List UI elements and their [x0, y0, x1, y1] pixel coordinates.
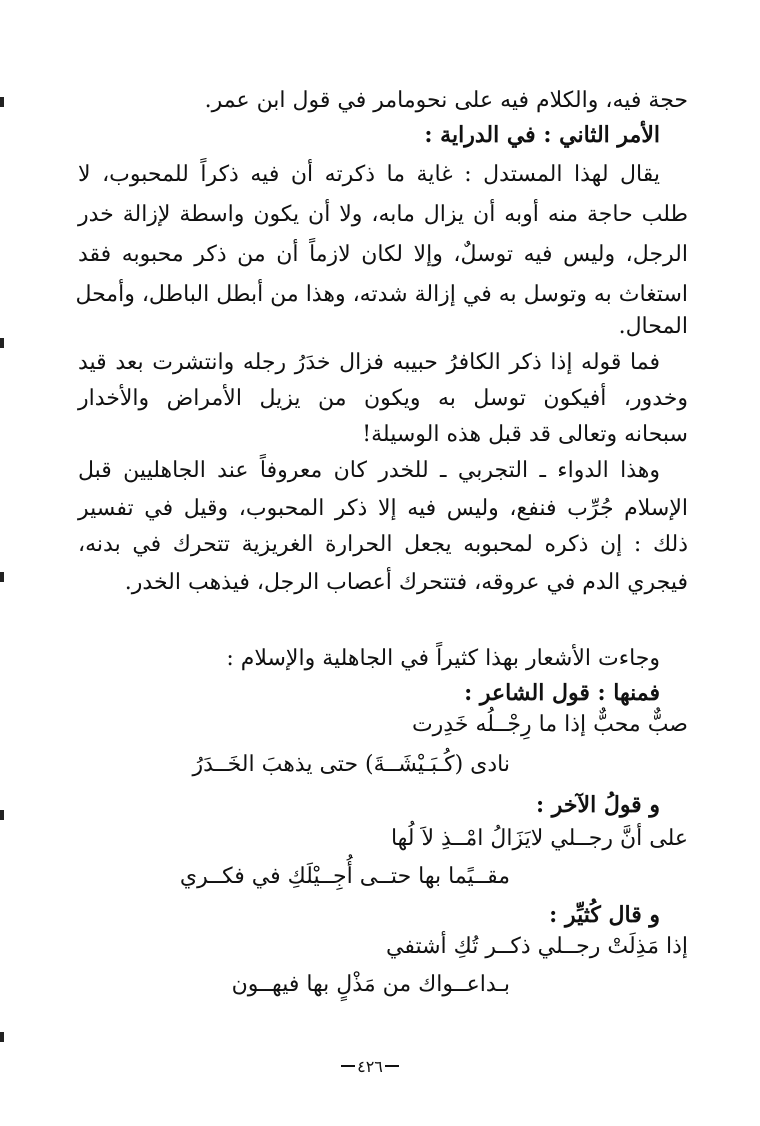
subheading: و قال كُثيِّر :: [549, 902, 660, 928]
text-line: ذلك : إن ذكره لمحبوبه يجعل الحرارة الغريزية تتحرك في بدنه،: [78, 532, 688, 557]
scan-mark-5: [0, 1032, 4, 1042]
text-line: وهذا الدواء ـ التجربي ـ للخدر كان معروفاً عند الجاهليين قبل: [78, 458, 660, 483]
page-number-footer: [330, 1054, 410, 1078]
text-line: طلب حاجة منه أوبه أن يزال مابه، ولا أن يكون واسطة لإزالة خدر: [78, 202, 688, 227]
text-line: المحال.: [618, 314, 688, 339]
poem-verse: نادى (كُـبَـيْشَــةَ) حتى يذهبَ الخَــدَرُ: [192, 752, 510, 777]
text-line: فما قوله إذا ذكر الكافرُ حبيبه فزال خدَرُ رجله وانتشرت بعد قيد: [78, 350, 660, 375]
section-heading: الأمر الثاني : في الدراية :: [424, 122, 660, 148]
text-line: حجة فيه، والكلام فيه على نحومامر في قول ابن عمر.: [204, 88, 688, 113]
page-number: ٤٢٦: [357, 1056, 383, 1076]
text-line: وجاءت الأشعار بهذا كثيراً في الجاهلية والإسلام :: [226, 646, 660, 671]
poem-verse: بـداعــواك من مَذْلٍ بها فيهــون: [231, 972, 510, 997]
text-line: يقال لهذا المستدل : غاية ما ذكرته أن فيه ذكراً للمحبوب، لا: [78, 162, 660, 187]
text-line: استغاث به وتوسل به في إزالة شدته، وهذا من أبطل الباطل، وأمحل: [75, 282, 688, 307]
poem-verse: مقــيًما بها حتــى أُجِــيْلَكِ في فكــري: [179, 864, 510, 889]
scan-mark-4: [0, 810, 4, 820]
footer-dash-left: [385, 1065, 399, 1067]
scan-mark-1: [0, 97, 4, 107]
text-line: فيجري الدم في عروقه، فتتحرك أعصاب الرجل، فيذهب الخدر.: [124, 570, 688, 595]
scan-mark-3: [0, 572, 4, 582]
text-line: وخدور، أفيكون توسل به ويكون من يزيل الأمراض والأخدار: [78, 386, 688, 411]
poem-verse: إذا مَذِلَتْ رجــلي ذكــر تُكِ أشتفي: [386, 934, 688, 959]
poem-verse: صبٌّ محبٌّ إذا ما رِجْــلُه خَدِرت: [411, 712, 688, 737]
footer-dash-right: [341, 1065, 355, 1067]
subheading: و قولُ الآخر :: [536, 792, 660, 818]
subheading: فمنها : قول الشاعر :: [464, 680, 660, 706]
text-line: الرجل، وليس فيه توسلٌ، وإلا لكان لازماً أن من ذكر محبوبه فقد: [78, 242, 688, 267]
poem-verse: على أنَّ رجــلي لايَزَالُ امْــذِ لاَ لُها: [390, 826, 688, 851]
text-line: سبحانه وتعالى قد قبل هذه الوسيلة!: [362, 422, 688, 447]
text-line: الإسلام جُرِّب فنفع، وليس فيه إلا ذكر المحبوب، وقيل في تفسير: [78, 496, 688, 521]
scan-mark-2: [0, 338, 4, 348]
